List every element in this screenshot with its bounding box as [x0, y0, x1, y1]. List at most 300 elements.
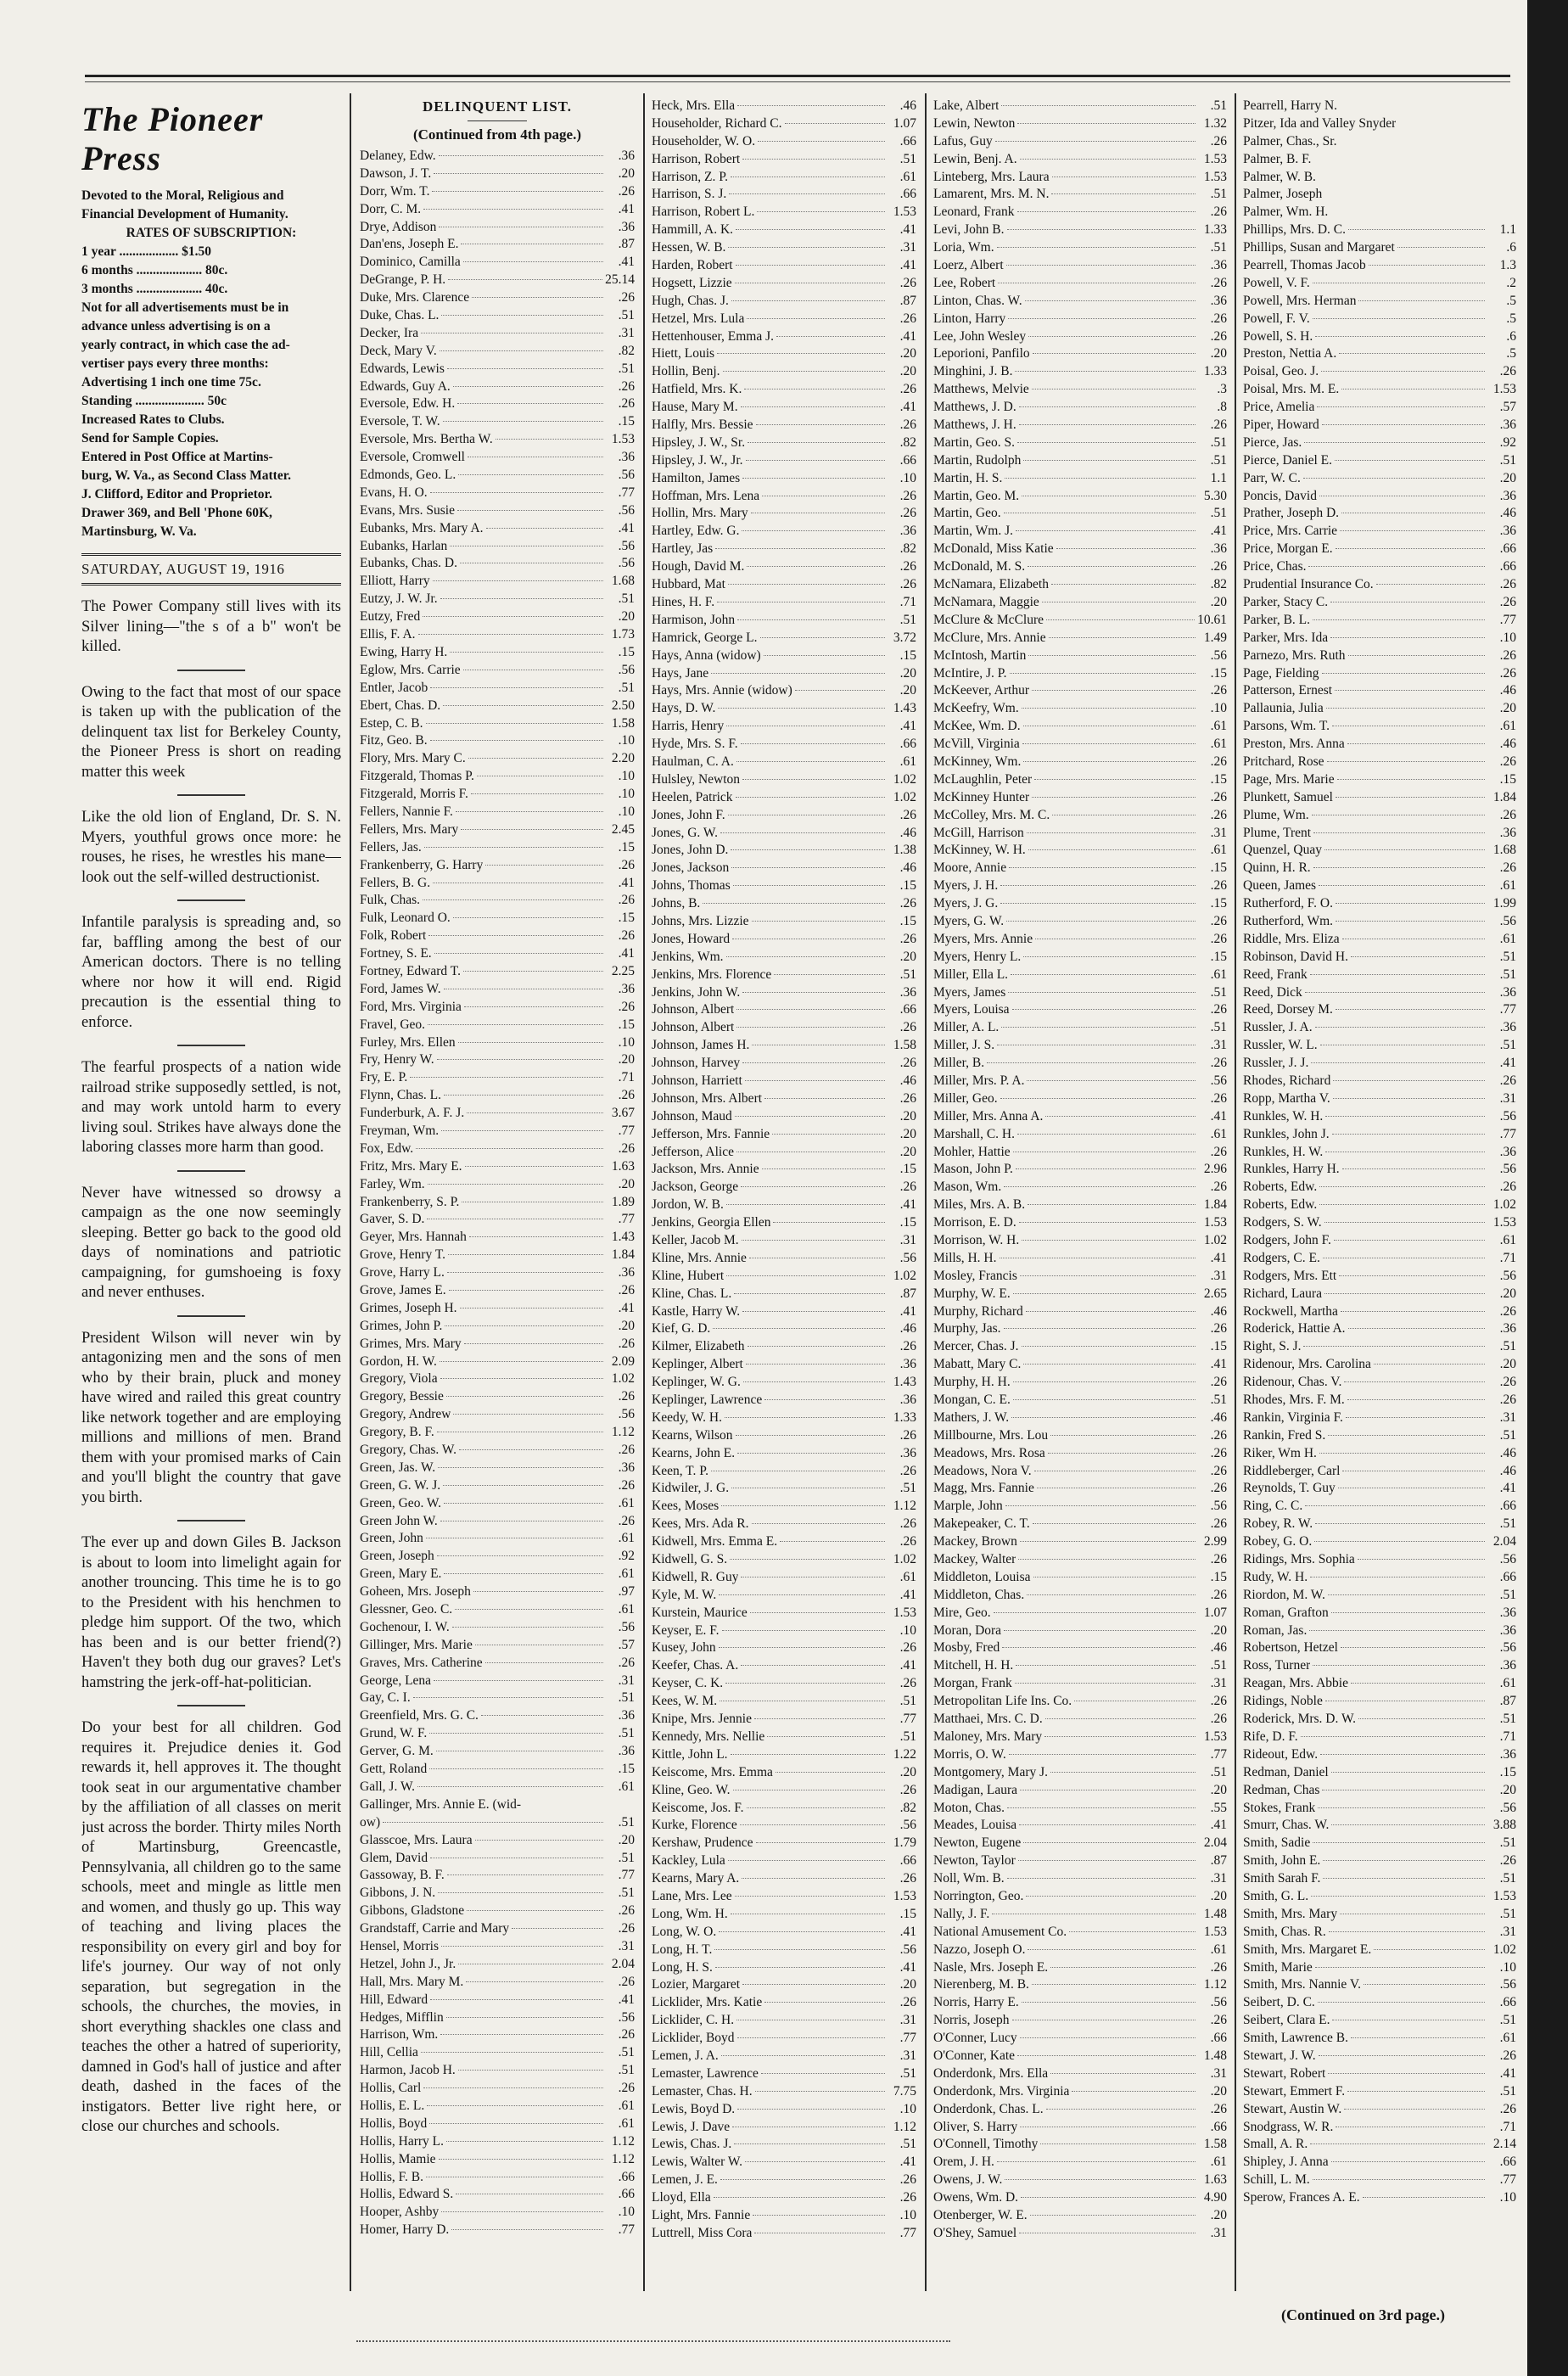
- leader-dots: [458, 2070, 603, 2071]
- list-item: [933, 950, 1227, 967]
- delinquent-name: McGill, Harrison: [933, 825, 1024, 840]
- delinquent-amount: .36: [1499, 825, 1516, 840]
- delinquent-amount: .46: [899, 98, 916, 113]
- delinquent-amount: .55: [1210, 1800, 1227, 1815]
- leader-dots: [1328, 1435, 1485, 1436]
- list-item: [1243, 1357, 1516, 1375]
- list-item: [652, 1640, 916, 1658]
- delinquent-name: Heelen, Patrick: [652, 789, 733, 804]
- editorial-column: [81, 95, 341, 2335]
- delinquent-name: Rodgers, Mrs. Ett: [1243, 1268, 1337, 1283]
- leader-dots: [737, 2037, 885, 2038]
- list-item: [933, 2226, 1227, 2244]
- leader-dots: [1032, 797, 1196, 798]
- list-item: [360, 1301, 635, 1319]
- delinquent-amount: .66: [1499, 559, 1516, 574]
- list-item: [652, 541, 916, 559]
- leader-dots: [1012, 1009, 1196, 1010]
- editorial-paragraph: The fearful prospects of a nation wide railroad strike supposedly settled, is not, and may work untold harm to every living soul. Strikes have always done the laboring classes more harm than good.: [81, 1059, 341, 1156]
- delinquent-name: Fellers, Jas.: [360, 839, 422, 855]
- delinquent-amount: .97: [618, 1584, 635, 1600]
- delinquent-amount: .56: [899, 1818, 916, 1833]
- leader-dots: [430, 492, 603, 493]
- leader-dots: [737, 1453, 885, 1454]
- leader-dots: [734, 1293, 885, 1294]
- list-item: [360, 1212, 635, 1230]
- delinquent-name: Kennedy, Mrs. Nellie: [652, 1729, 765, 1744]
- leader-dots: [451, 2229, 603, 2230]
- list-item: [652, 1127, 916, 1145]
- delinquent-amount: .15: [899, 913, 916, 928]
- list-item: [652, 1694, 916, 1712]
- list-item: [360, 893, 635, 911]
- delinquent-heading: DELINQUENT LIST.: [423, 98, 572, 115]
- list-item: [933, 2137, 1227, 2155]
- leader-dots: [1023, 1364, 1196, 1365]
- delinquent-name: Smith, Sadie: [1243, 1835, 1311, 1851]
- delinquent-name: Miles, Mrs. A. B.: [933, 1197, 1026, 1213]
- masthead-info: [81, 187, 341, 541]
- delinquent-name: Parker, Mrs. Ida: [1243, 630, 1329, 645]
- list-item: [1243, 683, 1516, 701]
- delinquent-name: Preston, Mrs. Anna: [1243, 737, 1345, 752]
- leader-dots: [1335, 460, 1485, 461]
- delinquent-amount: .36: [618, 981, 635, 996]
- delinquent-name: Johnson, Harvey: [652, 1056, 741, 1071]
- delinquent-name: O'Conner, Lucy: [933, 2031, 1017, 2046]
- delinquent-amount: .20: [618, 1176, 635, 1191]
- delinquent-amount: .41: [899, 719, 916, 734]
- list-item: [652, 1197, 916, 1215]
- leader-dots: [795, 690, 885, 691]
- leader-dots: [440, 350, 603, 351]
- leader-dots: [1358, 300, 1485, 301]
- delinquent-name: Jones, John D.: [652, 843, 729, 858]
- delinquent-amount: .26: [1210, 1481, 1227, 1496]
- list-item: [360, 432, 635, 450]
- delinquent-name: Hays, Jane: [652, 665, 709, 681]
- delinquent-name: Price, Morgan E.: [1243, 541, 1333, 557]
- list-item: [360, 2027, 635, 2045]
- leader-dots: [1019, 406, 1196, 407]
- delinquent-name: Kurstein, Maurice: [652, 1605, 748, 1620]
- delinquent-amount: 1.33: [1203, 364, 1227, 379]
- delinquent-name: Phillips, Susan and Margaret: [1243, 240, 1395, 255]
- delinquent-amount: 1.12: [893, 2119, 916, 2134]
- delinquent-name: Morrison, E. D.: [933, 1215, 1016, 1230]
- leader-dots: [1022, 1240, 1196, 1241]
- delinquent-name: Knipe, Mrs. Jennie: [652, 1712, 752, 1727]
- delinquent-name: Long, H. S.: [652, 1959, 713, 1975]
- delinquent-amount: .36: [1499, 417, 1516, 433]
- leader-dots: [728, 1860, 885, 1861]
- list-item: [933, 648, 1227, 666]
- delinquent-name: Light, Mrs. Fannie: [652, 2207, 751, 2222]
- list-item: [652, 116, 916, 134]
- list-item: [360, 1903, 635, 1921]
- list-item: [933, 1446, 1227, 1464]
- list-item: [933, 1871, 1227, 1889]
- masthead-line: 6 months .................... 80c.: [81, 263, 228, 277]
- list-item: [360, 1283, 635, 1301]
- leader-dots: [736, 761, 885, 762]
- leader-dots: [423, 2087, 603, 2088]
- delinquent-name: Jones, Howard: [652, 931, 731, 946]
- delinquent-amount: .26: [1499, 665, 1516, 681]
- delinquent-name: Householder, W. O.: [652, 133, 756, 148]
- delinquent-name: Price, Amelia: [1243, 400, 1315, 415]
- delinquent-amount: .51: [618, 2045, 635, 2060]
- delinquent-amount: .15: [618, 414, 635, 429]
- delinquent-amount: .51: [899, 612, 916, 627]
- delinquent-amount: .61: [1499, 719, 1516, 734]
- delinquent-name: Myers, Henry L.: [933, 949, 1022, 964]
- list-item: [1243, 187, 1516, 205]
- delinquent-amount: .51: [1499, 1871, 1516, 1886]
- delinquent-amount: .26: [618, 1389, 635, 1404]
- list-item: [1243, 453, 1516, 471]
- leader-dots: [439, 2159, 603, 2160]
- leader-dots: [1319, 1453, 1485, 1454]
- leader-dots: [485, 865, 603, 866]
- leader-dots: [1009, 867, 1196, 868]
- delinquent-amount: .56: [618, 662, 635, 677]
- list-item: [652, 648, 916, 666]
- list-item: [360, 876, 635, 894]
- delinquent-amount: 2.14: [1492, 2137, 1516, 2152]
- delinquent-name: Pearrell, Harry N.: [1243, 98, 1338, 113]
- list-item: [652, 826, 916, 843]
- leader-dots: [446, 1396, 603, 1397]
- delinquent-amount: .10: [1499, 2190, 1516, 2205]
- delinquent-amount: .26: [1210, 417, 1227, 433]
- list-item: [652, 1960, 916, 1978]
- delinquent-name: Powell, S. H.: [1243, 328, 1313, 344]
- delinquent-name: Russler, J. J.: [1243, 1056, 1309, 1071]
- delinquent-name: Hause, Mary M.: [652, 400, 738, 415]
- leader-dots: [441, 1130, 603, 1131]
- delinquent-amount: .36: [899, 984, 916, 1000]
- masthead-line: Standing ..................... 50c: [81, 394, 227, 408]
- delinquent-amount: .15: [618, 911, 635, 926]
- delinquent-name: McLaughlin, Peter: [933, 771, 1033, 787]
- leader-dots: [1358, 1559, 1485, 1560]
- editorial-paragraph: President Wilson will never win by antagonizing men and the sons of men who by their brain, pluck and money have wired and railed this great country like network together and are employing millions and millions of men. Brand them with your promised marks of Cain and you'll blight the country that gave you birth.: [81, 1329, 341, 1506]
- delinquent-name: Fitz, Geo. B.: [360, 733, 428, 748]
- list-item: [933, 1091, 1227, 1109]
- delinquent-amount: .20: [899, 364, 916, 379]
- list-item: [1243, 1464, 1516, 1482]
- list-item: [360, 1141, 635, 1159]
- delinquent-amount: .36: [618, 1708, 635, 1723]
- leader-dots: [1034, 779, 1196, 780]
- leader-dots: [741, 1665, 885, 1666]
- delinquent-name: Rodgers, S. W.: [1243, 1215, 1322, 1230]
- delinquent-amount: 10.61: [1197, 612, 1227, 627]
- list-item: [1243, 1977, 1516, 1995]
- delinquent-name: Hollin, Benj.: [652, 364, 720, 379]
- delinquent-amount: .36: [899, 524, 916, 539]
- delinquent-name: Keplinger, Lawrence: [652, 1393, 763, 1408]
- delinquent-amount: .66: [1499, 1499, 1516, 1514]
- leader-dots: [742, 1062, 885, 1063]
- leader-dots: [1028, 849, 1196, 850]
- list-item: [1243, 1694, 1516, 1712]
- delinquent-name: Reagan, Mrs. Abbie: [1243, 1676, 1348, 1691]
- list-item: [1243, 630, 1516, 648]
- delinquent-amount: .20: [1499, 1782, 1516, 1797]
- delinquent-amount: .77: [618, 1868, 635, 1883]
- leader-dots: [1004, 1186, 1196, 1187]
- delinquent-amount: .61: [618, 2098, 635, 2113]
- list-item: [933, 471, 1227, 489]
- delinquent-amount: .66: [899, 1853, 916, 1869]
- leader-dots: [1019, 1222, 1196, 1223]
- leader-dots: [450, 652, 603, 653]
- delinquent-name: McDonald, M. S.: [933, 559, 1026, 574]
- delinquent-name: Keedy, W. H.: [652, 1409, 722, 1425]
- delinquent-name: Fry, E. P.: [360, 1070, 408, 1085]
- delinquent-name: Mongan, C. E.: [933, 1393, 1011, 1408]
- leader-dots: [1022, 708, 1196, 709]
- list-item: [652, 630, 916, 648]
- delinquent-amount: .87: [899, 1286, 916, 1301]
- list-item: [652, 1818, 916, 1835]
- delinquent-amount: .26: [1499, 577, 1516, 592]
- leader-dots: [772, 1134, 885, 1135]
- list-item: [1243, 417, 1516, 435]
- leader-dots: [761, 2073, 885, 2074]
- delinquent-name: Gibbons, J. N.: [360, 1886, 436, 1901]
- delinquent-name: Newton, Eugene: [933, 1835, 1022, 1851]
- delinquent-name: Rodgers, John F.: [1243, 1233, 1331, 1247]
- delinquent-name: Reed, Frank: [1243, 967, 1308, 982]
- delinquent-amount: .41: [618, 946, 635, 961]
- delinquent-name: Kackley, Lula: [652, 1853, 725, 1869]
- list-item: [360, 1939, 635, 1957]
- list-item: [360, 1886, 635, 1903]
- list-item: [360, 1319, 635, 1336]
- delinquent-name: Luttrell, Miss Cora: [652, 2225, 753, 2240]
- delinquent-name: Russler, W. L.: [1243, 1038, 1318, 1053]
- delinquent-amount: .15: [1210, 665, 1227, 681]
- delinquent-amount: .82: [899, 1800, 916, 1815]
- leader-dots: [429, 1768, 603, 1769]
- delinquent-name: Gregory, Viola: [360, 1371, 438, 1387]
- list-item: [933, 1233, 1227, 1251]
- delinquent-amount: 1.02: [893, 1552, 916, 1567]
- leader-dots: [443, 421, 603, 422]
- delinquent-name: Rutherford, F. O.: [1243, 896, 1333, 911]
- list-item: [1243, 205, 1516, 222]
- leader-dots: [426, 723, 604, 724]
- list-item: [652, 737, 916, 754]
- leader-dots: [1017, 211, 1196, 212]
- delinquent-amount: .10: [899, 470, 916, 485]
- delinquent-name: Ross, Turner: [1243, 1658, 1311, 1673]
- editorial-paragraph: Never have witnessed so drowsy a campaign as the one now seemingly sleeping. Better go back to the good old days of nominations and patriotic campaigning, for gumshoeing is foxy and never enthuses.: [81, 1184, 341, 1301]
- delinquent-amount: .71: [1499, 2119, 1516, 2134]
- delinquent-amount: .26: [618, 857, 635, 872]
- delinquent-name: Hugh, Chas. J.: [652, 293, 729, 308]
- list-item: [652, 967, 916, 985]
- leader-dots: [448, 279, 602, 280]
- leader-dots: [1351, 2037, 1485, 2038]
- leader-dots: [1006, 921, 1196, 922]
- delinquent-name: Mercer, Chas. J.: [933, 1339, 1019, 1354]
- delinquent-amount: .10: [618, 769, 635, 784]
- delinquent-name: Flynn, Chas. L.: [360, 1088, 442, 1103]
- delinquent-name: Greenfield, Mrs. G. C.: [360, 1708, 479, 1723]
- delinquent-name: McIntire, J. P.: [933, 665, 1007, 681]
- delinquent-name: Keiscome, Mrs. Emma: [652, 1764, 773, 1779]
- list-item: [652, 1020, 916, 1038]
- leader-dots: [1313, 1665, 1485, 1666]
- leader-dots: [703, 903, 885, 904]
- delinquent-name: Grove, Henry T.: [360, 1247, 446, 1263]
- list-item: [652, 170, 916, 188]
- list-item: [1243, 2137, 1516, 2155]
- masthead-line: Drawer 369, and Bell 'Phone 60K,: [81, 506, 272, 520]
- delinquent-name: Martin, Geo. M.: [933, 488, 1020, 503]
- list-item: [360, 1833, 635, 1851]
- leader-dots: [1348, 655, 1485, 656]
- leader-dots: [1323, 1878, 1485, 1879]
- leader-dots: [731, 867, 885, 868]
- delinquent-name: Ford, James W.: [360, 981, 441, 996]
- delinquent-amount: .20: [618, 609, 635, 625]
- list-item: [933, 541, 1227, 559]
- list-item: [360, 272, 635, 290]
- leader-dots: [1072, 2091, 1196, 2092]
- list-item: [1243, 2084, 1516, 2102]
- list-item: [652, 790, 916, 808]
- list-item: [652, 2226, 916, 2244]
- delinquent-name: McKinney, Wm.: [933, 754, 1022, 769]
- delinquent-name: Robertson, Hetzel: [1243, 1640, 1338, 1656]
- delinquent-name: Ridenour, Chas. V.: [1243, 1375, 1342, 1390]
- delinquent-name: Riker, Wm H.: [1243, 1445, 1317, 1460]
- delinquent-amount: .51: [899, 151, 916, 166]
- list-item: [933, 595, 1227, 613]
- list-item: [652, 1995, 916, 2013]
- leader-dots: [1313, 867, 1485, 868]
- delinquent-name: Hollis, Mamie: [360, 2151, 436, 2166]
- delinquent-amount: .15: [899, 1906, 916, 1921]
- list-item: [360, 1638, 635, 1656]
- delinquent-name: Page, Mrs. Marie: [1243, 771, 1335, 787]
- list-item: [1243, 1995, 1516, 2013]
- list-item: [360, 609, 635, 627]
- delinquent-name: Grimes, Joseph H.: [360, 1300, 457, 1315]
- delinquent-name: Pallaunia, Julia: [1243, 701, 1324, 716]
- delinquent-amount: .56: [899, 1250, 916, 1265]
- delinquent-name: Mire, Geo.: [933, 1605, 991, 1620]
- list-item: [1243, 400, 1516, 417]
- leader-dots: [725, 1683, 885, 1684]
- delinquent-amount: 1.53: [893, 1888, 916, 1903]
- leader-dots: [735, 1116, 885, 1117]
- delinquent-amount: .26: [899, 1339, 916, 1354]
- delinquent-name: McClure & McClure: [933, 612, 1044, 627]
- delinquent-name: Hollis, Edward S.: [360, 2187, 454, 2202]
- leader-dots: [1327, 761, 1485, 762]
- delinquent-amount: 1.33: [893, 1409, 916, 1425]
- list-item: [360, 2170, 635, 2188]
- list-item: [933, 1960, 1227, 1978]
- list-item: [652, 1570, 916, 1588]
- list-item: [360, 574, 635, 591]
- list-item: [360, 521, 635, 539]
- delinquent-amount: .26: [618, 2081, 635, 2096]
- delinquent-name: Phillips, Mrs. D. C.: [1243, 222, 1347, 238]
- leader-dots: [458, 1042, 603, 1043]
- list-item: [1243, 985, 1516, 1003]
- list-item: [360, 539, 635, 557]
- delinquent-name: Kidwiler, J. G.: [652, 1481, 730, 1496]
- delinquent-amount: .36: [1499, 1622, 1516, 1638]
- leader-dots: [444, 1573, 603, 1574]
- delinquent-name: Hoffman, Mrs. Lena: [652, 488, 760, 503]
- leader-dots: [760, 637, 885, 638]
- list-item: [1243, 878, 1516, 896]
- list-item: [1243, 1747, 1516, 1765]
- leader-dots: [785, 123, 886, 124]
- delinquent-amount: .20: [1210, 1782, 1227, 1797]
- delinquent-name: Stewart, Austin W.: [1243, 2101, 1342, 2116]
- list-item: [933, 1853, 1227, 1871]
- delinquent-amount: .26: [618, 999, 635, 1014]
- list-item: [652, 1446, 916, 1464]
- delinquent-name: Farley, Wm.: [360, 1176, 425, 1191]
- list-item: [933, 1127, 1227, 1145]
- delinquent-name: Plume, Wm.: [1243, 807, 1309, 822]
- list-item: [652, 2102, 916, 2120]
- delinquent-amount: .26: [899, 1056, 916, 1071]
- delinquent-amount: .26: [1499, 2101, 1516, 2116]
- delinquent-amount: .51: [1210, 1020, 1227, 1035]
- delinquent-amount: 2.04: [1203, 1835, 1227, 1851]
- leader-dots: [1023, 956, 1196, 957]
- delinquent-name: Riddleberger, Carl: [1243, 1463, 1341, 1478]
- delinquent-name: Hollin, Mrs. Mary: [652, 506, 748, 521]
- delinquent-name: Hollis, E. L.: [360, 2098, 425, 2113]
- leader-dots: [1331, 1612, 1485, 1613]
- list-item: [1243, 701, 1516, 719]
- delinquent-amount: 1.12: [611, 1425, 635, 1440]
- delinquent-name: Queen, James: [1243, 878, 1317, 894]
- leader-dots: [433, 580, 603, 581]
- leader-dots: [1013, 1399, 1196, 1400]
- delinquent-amount: 1.07: [893, 115, 916, 131]
- leader-dots: [747, 1807, 885, 1808]
- delinquent-name: McKeever, Arthur: [933, 683, 1030, 698]
- leader-dots: [1007, 1807, 1196, 1808]
- delinquent-name: Harrison, Z. P.: [652, 169, 728, 184]
- delinquent-name: Gassoway, B. F.: [360, 1868, 445, 1883]
- leader-dots: [1027, 1080, 1196, 1081]
- delinquent-name: Folk, Robert: [360, 928, 427, 944]
- delinquent-amount: .26: [1210, 913, 1227, 928]
- leader-dots: [715, 1967, 885, 1968]
- masthead-line: Financial Development of Humanity.: [81, 207, 288, 221]
- leader-dots: [1326, 708, 1485, 709]
- leader-dots: [1033, 353, 1196, 354]
- delinquent-amount: .51: [1499, 1427, 1516, 1443]
- delinquent-name: Marshall, C. H.: [933, 1126, 1016, 1141]
- list-item: [360, 982, 635, 1000]
- leader-dots: [1000, 885, 1196, 886]
